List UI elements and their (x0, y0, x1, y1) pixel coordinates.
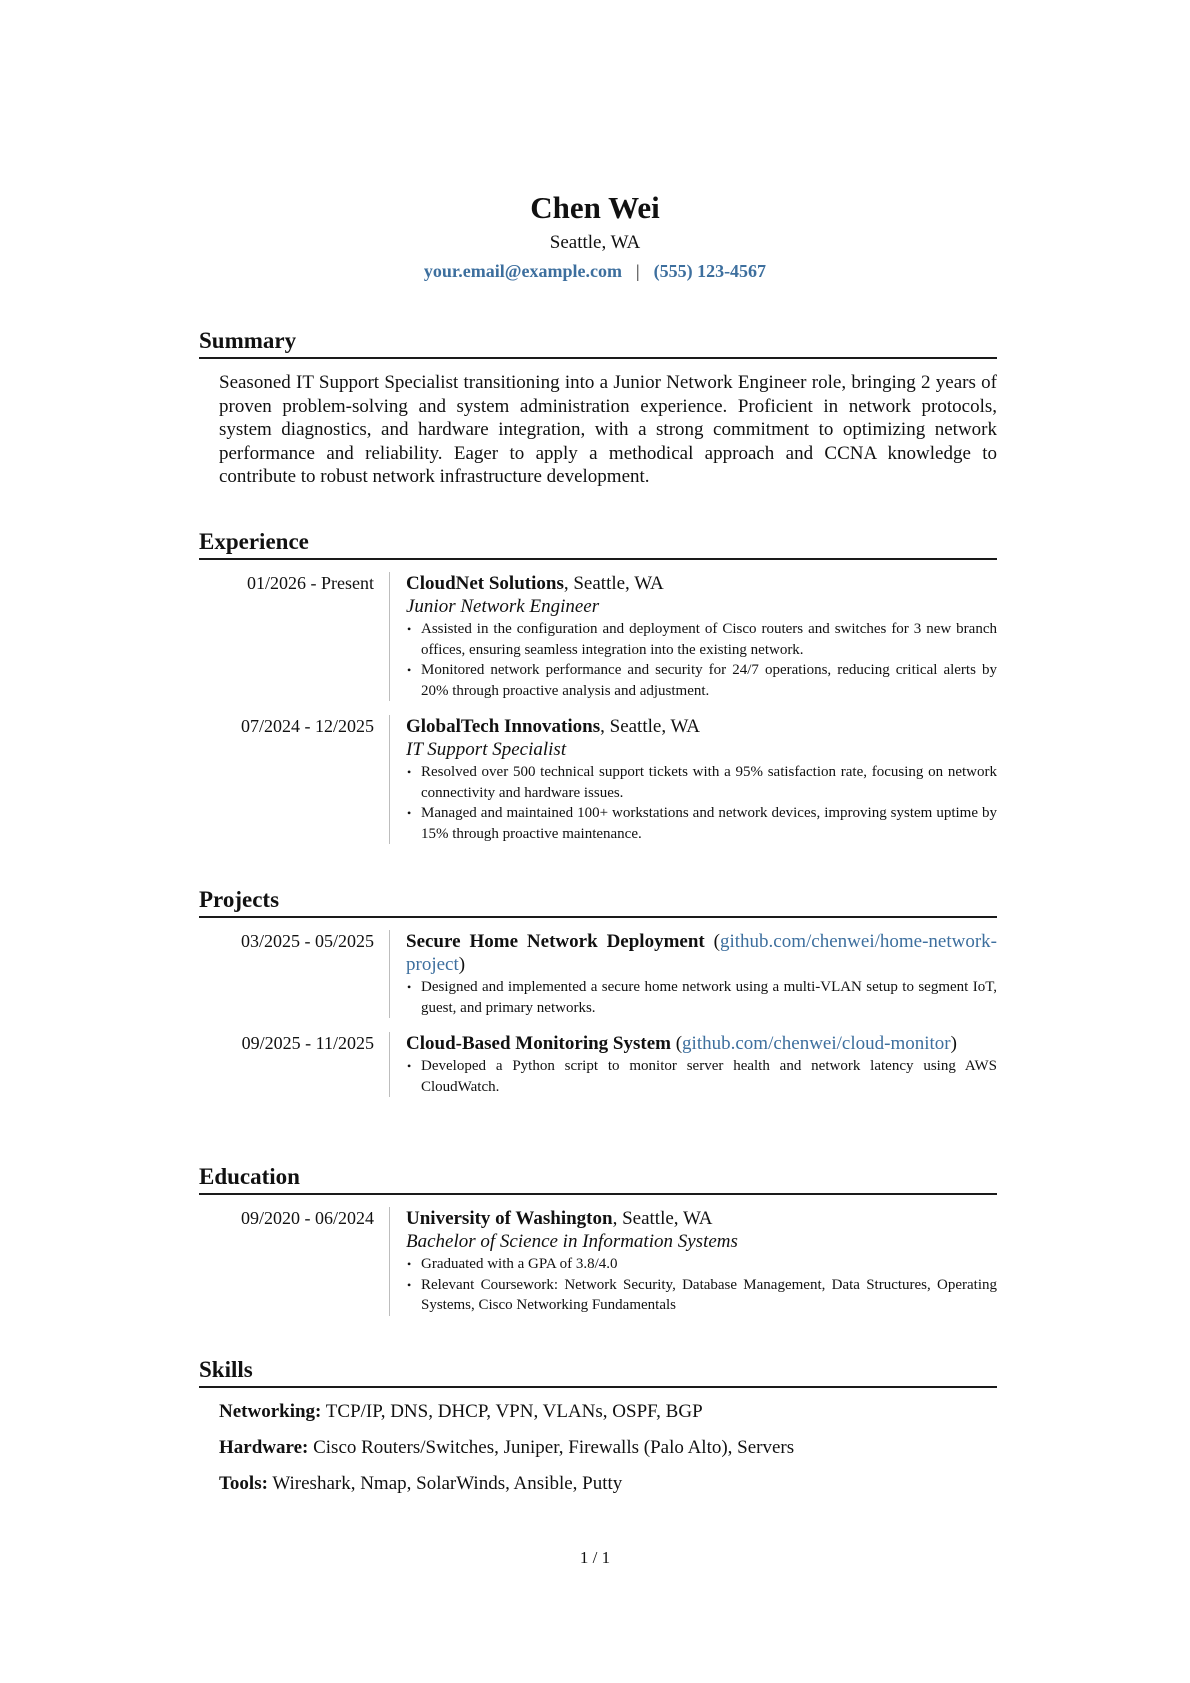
skills-section (199, 1355, 997, 1496)
project-link[interactable]: github.com/chenwei/cloud-monitor (682, 1033, 951, 1054)
skills-heading: Skills (199, 1355, 997, 1388)
entry-org: University of Washington (406, 1208, 613, 1229)
skill-label: Hardware: (219, 1437, 309, 1458)
projects-heading: Projects (199, 885, 997, 918)
contact-separator: | (635, 261, 640, 281)
resume-header (0, 188, 1190, 284)
entry-body (389, 1207, 997, 1316)
bullet-item: • Resolved over 500 technical support tickets with a 95% satisfaction rate, focusing on network connectivity and hardware issues. (406, 762, 997, 803)
project-name: Cloud-Based Monitoring System (406, 1033, 671, 1054)
project-title-line: Secure Home Network Deployment (github.com/chenwei/home-network-project) (406, 931, 998, 975)
project-name: Secure Home Network Deployment (406, 931, 705, 952)
phone-link[interactable]: (555) 123-4567 (653, 261, 767, 281)
page-number: 1 / 1 (579, 1548, 611, 1567)
entry-org-line (406, 572, 997, 595)
entry-bullets (406, 1056, 997, 1097)
entry-date: 03/2025 - 05/2025 (241, 931, 374, 951)
project-entry (199, 1032, 997, 1097)
contact-line (0, 258, 1190, 284)
email-link[interactable]: your.email@example.com (423, 261, 622, 281)
entry-date: 09/2025 - 11/2025 (241, 1033, 374, 1053)
skill-line (219, 1472, 997, 1496)
entry-role: Bachelor of Science in Information Systems (406, 1231, 738, 1252)
entry-body (389, 715, 997, 844)
entry-org: GlobalTech Innovations (406, 716, 601, 737)
entry-org-line (406, 715, 997, 738)
project-entry (199, 930, 997, 1018)
entry-org-line (406, 1207, 997, 1230)
entry-body (389, 572, 997, 701)
experience-entry (199, 715, 997, 844)
entry-bullets (406, 1254, 997, 1316)
entry-location: , Seattle, WA (612, 1208, 713, 1229)
experience-entry (199, 572, 997, 701)
candidate-location: Seattle, WA (549, 232, 641, 253)
entry-role: IT Support Specialist (406, 739, 567, 760)
bullet-item: • Developed a Python script to monitor server health and network latency using AWS CloudWatch. (406, 1056, 997, 1097)
entry-bullets (406, 619, 997, 701)
experience-heading: Experience (199, 527, 997, 560)
skill-label: Tools: (219, 1473, 268, 1494)
entry-body (389, 930, 997, 1018)
skill-value: Cisco Routers/Switches, Juniper, Firewalls (Palo Alto), Servers (308, 1437, 795, 1458)
bullet-item: • Designed and implemented a secure home network using a multi-VLAN setup to segment IoT, guest, and primary networks. (406, 977, 997, 1018)
bullet-item: • Monitored network performance and security for 24/7 operations, reducing critical alerts by 20% through proactive analysis and adjustment. (406, 660, 997, 701)
entry-body (389, 1032, 997, 1097)
entry-bullets (406, 977, 997, 1018)
entry-date: 07/2024 - 12/2025 (241, 716, 374, 736)
summary-text: Seasoned IT Support Specialist transitioning into a Junior Network Engineer role, bringing 2 years of proven problem-solving and system administration experience. Proficient in network protocols, system diagnostics, and hardware integration, with a strong commitment to optimizing network performance and reliability. Eager to apply a methodical approach and CCNA knowledge to contribute to robust network infrastructure development. (219, 372, 997, 487)
entry-org: CloudNet Solutions (406, 573, 564, 594)
experience-section (199, 527, 997, 844)
entry-location: , Seattle, WA (600, 716, 701, 737)
bullet-item: • Relevant Coursework: Network Security, Database Management, Data Structures, Operating Systems, Cisco Networking Fundamentals (406, 1275, 997, 1316)
skill-label: Networking: (219, 1401, 322, 1422)
entry-location: , Seattle, WA (563, 573, 664, 594)
bullet-item: • Assisted in the configuration and deployment of Cisco routers and switches for 3 new branch offices, ensuring seamless integration into the existing network. (406, 619, 997, 660)
bullet-item: • Graduated with a GPA of 3.8/4.0 (406, 1254, 997, 1275)
education-entry (199, 1207, 997, 1316)
summary-heading: Summary (199, 326, 997, 359)
education-section (199, 1162, 997, 1316)
skill-value: TCP/IP, DNS, DHCP, VPN, VLANs, OSPF, BGP (321, 1401, 703, 1422)
skill-line (219, 1436, 997, 1460)
skill-line (219, 1400, 997, 1424)
entry-bullets (406, 762, 997, 844)
summary-section (199, 326, 997, 489)
entry-role: Junior Network Engineer (406, 596, 600, 617)
project-link[interactable]: github.com/chenwei/home-network-project (406, 931, 998, 975)
education-heading: Education (199, 1162, 997, 1195)
entry-date: 09/2020 - 06/2024 (241, 1208, 374, 1228)
projects-section (199, 885, 997, 1097)
bullet-item: • Managed and maintained 100+ workstations and network devices, improving system uptime by 15% through proactive maintenance. (406, 803, 997, 844)
entry-date: 01/2026 - Present (247, 573, 374, 593)
skill-value: Wireshark, Nmap, SolarWinds, Ansible, Putty (267, 1473, 623, 1494)
candidate-name: Chen Wei (530, 190, 660, 225)
project-title-line: Cloud-Based Monitoring System (github.com/chenwei/cloud-monitor) (406, 1033, 957, 1054)
